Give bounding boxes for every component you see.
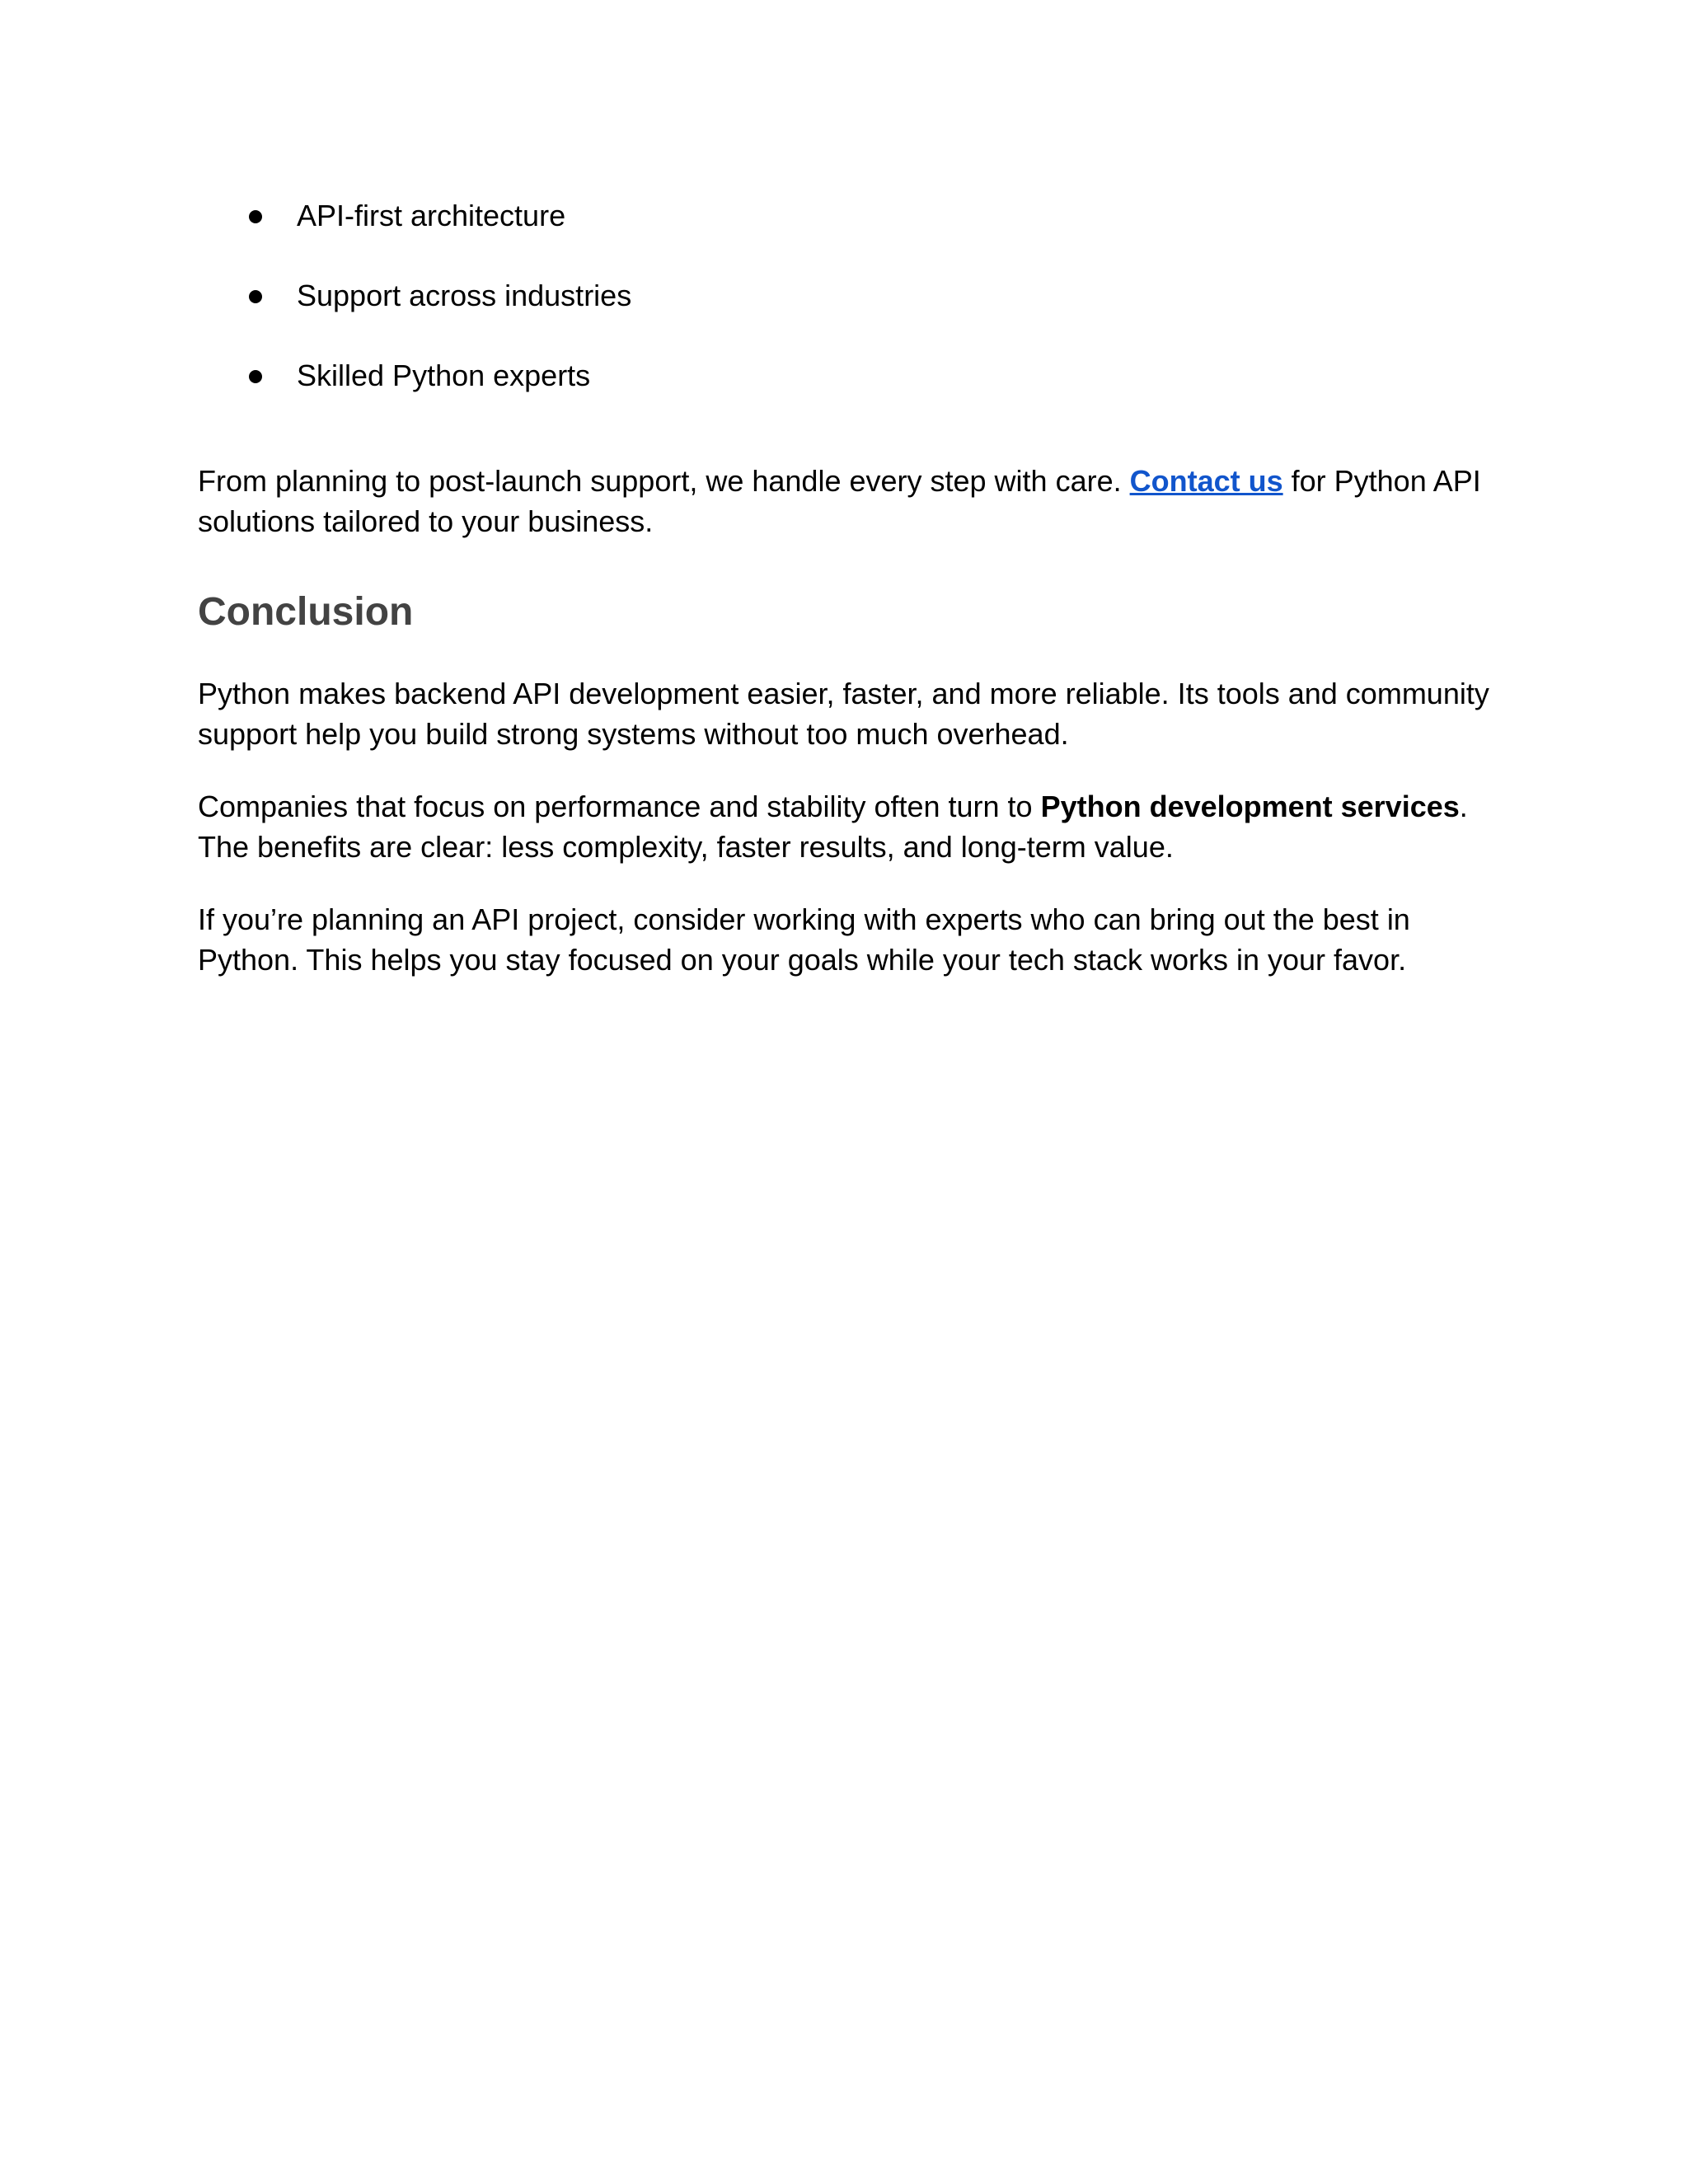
conclusion-p2-text-after: . The benefits are clear: less complexity, faster results, and long-term value. [198, 790, 1468, 864]
list-item-text: API-first architecture [297, 199, 566, 232]
feature-bullet-list [198, 188, 1500, 428]
list-item-text: Support across industries [297, 279, 632, 312]
list-item [198, 348, 1500, 428]
bullet-icon [249, 290, 262, 303]
conclusion-heading: Conclusion [198, 590, 414, 634]
list-item [198, 268, 1500, 348]
bullet-icon [249, 370, 262, 383]
intro-paragraph [198, 461, 1500, 541]
intro-text-before-link: From planning to post-launch support, we handle every step with care. [198, 464, 1130, 498]
intro-text-after-link: for Python API solutions tailored to your business. [198, 464, 1481, 538]
document-content [198, 188, 1500, 980]
list-item [198, 188, 1500, 268]
conclusion-paragraph-1: Python makes backend API development easier, faster, and more reliable. Its tools and community support help you build strong systems without too much overhead. [198, 677, 1489, 751]
python-services-bold-text: Python development services [1040, 790, 1460, 823]
conclusion-p2-text-before: Companies that focus on performance and stability often turn to [198, 790, 1041, 823]
conclusion-paragraph-3: If you’re planning an API project, consider working with experts who can bring out the best in Python. This helps you stay focused on your goals while your tech stack works in your favor. [198, 902, 1410, 977]
bullet-icon [249, 210, 262, 223]
contact-us-link[interactable]: Contact us [1129, 464, 1283, 498]
list-item-text: Skilled Python experts [297, 359, 591, 392]
conclusion-paragraph-2 [198, 786, 1500, 867]
